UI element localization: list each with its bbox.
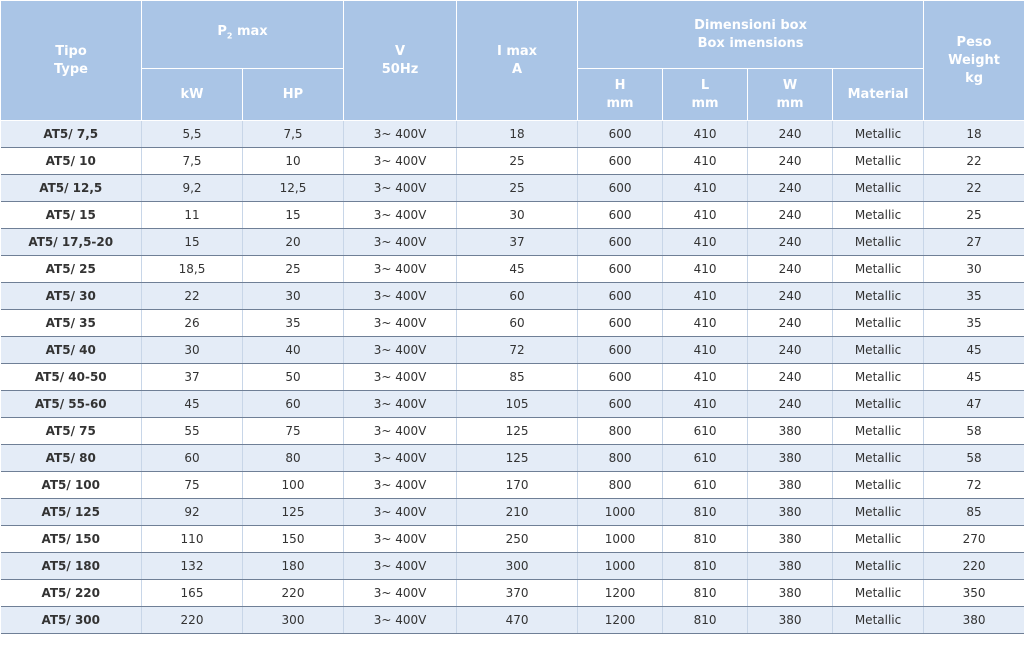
table-header	[1, 1, 1024, 121]
cell-l: 410	[663, 391, 748, 418]
cell-material: Metallic	[833, 445, 924, 472]
cell-voltage: 3~ 400V	[344, 229, 457, 256]
cell-w: 240	[748, 148, 833, 175]
cell-w: 240	[748, 121, 833, 148]
cell-type: AT5/ 30	[1, 283, 142, 310]
cell-w: 380	[748, 526, 833, 553]
cell-h: 600	[578, 364, 663, 391]
cell-imax: 300	[457, 553, 578, 580]
cell-kw: 132	[142, 553, 243, 580]
cell-weight: 270	[924, 526, 1024, 553]
table-row	[1, 310, 1024, 337]
cell-imax: 72	[457, 337, 578, 364]
cell-voltage: 3~ 400V	[344, 607, 457, 634]
cell-l: 810	[663, 580, 748, 607]
cell-voltage: 3~ 400V	[344, 202, 457, 229]
cell-hp: 220	[243, 580, 344, 607]
cell-material: Metallic	[833, 391, 924, 418]
cell-hp: 10	[243, 148, 344, 175]
cell-weight: 30	[924, 256, 1024, 283]
cell-material: Metallic	[833, 472, 924, 499]
cell-voltage: 3~ 400V	[344, 337, 457, 364]
cell-hp: 75	[243, 418, 344, 445]
cell-imax: 125	[457, 418, 578, 445]
header-material: Material	[833, 69, 924, 121]
cell-type: AT5/ 55-60	[1, 391, 142, 418]
cell-w: 240	[748, 364, 833, 391]
cell-kw: 7,5	[142, 148, 243, 175]
cell-weight: 85	[924, 499, 1024, 526]
table-row	[1, 472, 1024, 499]
cell-hp: 50	[243, 364, 344, 391]
cell-kw: 165	[142, 580, 243, 607]
cell-l: 810	[663, 553, 748, 580]
cell-type: AT5/ 300	[1, 607, 142, 634]
table-row	[1, 364, 1024, 391]
cell-material: Metallic	[833, 202, 924, 229]
cell-l: 410	[663, 202, 748, 229]
table-row	[1, 256, 1024, 283]
cell-material: Metallic	[833, 526, 924, 553]
cell-material: Metallic	[833, 553, 924, 580]
cell-imax: 250	[457, 526, 578, 553]
table-row	[1, 526, 1024, 553]
cell-kw: 5,5	[142, 121, 243, 148]
cell-voltage: 3~ 400V	[344, 499, 457, 526]
cell-hp: 150	[243, 526, 344, 553]
cell-l: 410	[663, 337, 748, 364]
cell-kw: 92	[142, 499, 243, 526]
cell-hp: 180	[243, 553, 344, 580]
cell-h: 1000	[578, 553, 663, 580]
cell-material: Metallic	[833, 175, 924, 202]
cell-voltage: 3~ 400V	[344, 364, 457, 391]
cell-h: 600	[578, 310, 663, 337]
cell-weight: 380	[924, 607, 1024, 634]
cell-l: 410	[663, 283, 748, 310]
header-imax: I max A	[457, 1, 578, 121]
cell-l: 610	[663, 418, 748, 445]
cell-w: 380	[748, 607, 833, 634]
cell-h: 800	[578, 445, 663, 472]
header-type: Tipo Type	[1, 1, 142, 121]
cell-imax: 470	[457, 607, 578, 634]
cell-material: Metallic	[833, 364, 924, 391]
header-p2max: $P_2$ max	[142, 1, 344, 69]
cell-weight: 58	[924, 445, 1024, 472]
cell-weight: 27	[924, 229, 1024, 256]
cell-type: AT5/ 75	[1, 418, 142, 445]
cell-weight: 18	[924, 121, 1024, 148]
cell-type: AT5/ 180	[1, 553, 142, 580]
cell-kw: 45	[142, 391, 243, 418]
cell-kw: 55	[142, 418, 243, 445]
cell-l: 410	[663, 229, 748, 256]
cell-imax: 25	[457, 175, 578, 202]
cell-weight: 220	[924, 553, 1024, 580]
cell-w: 240	[748, 310, 833, 337]
header-voltage: V 50Hz	[344, 1, 457, 121]
cell-voltage: 3~ 400V	[344, 526, 457, 553]
cell-imax: 105	[457, 391, 578, 418]
cell-voltage: 3~ 400V	[344, 283, 457, 310]
cell-l: 410	[663, 364, 748, 391]
cell-material: Metallic	[833, 256, 924, 283]
cell-type: AT5/ 125	[1, 499, 142, 526]
cell-imax: 45	[457, 256, 578, 283]
cell-weight: 58	[924, 418, 1024, 445]
cell-type: AT5/ 12,5	[1, 175, 142, 202]
cell-hp: 25	[243, 256, 344, 283]
header-box-dimensions: Dimensioni box Box imensions	[578, 1, 924, 69]
cell-w: 240	[748, 229, 833, 256]
cell-material: Metallic	[833, 607, 924, 634]
cell-imax: 18	[457, 121, 578, 148]
cell-h: 800	[578, 472, 663, 499]
cell-h: 600	[578, 148, 663, 175]
cell-type: AT5/ 15	[1, 202, 142, 229]
table-row	[1, 229, 1024, 256]
header-h: H mm	[578, 69, 663, 121]
cell-weight: 45	[924, 364, 1024, 391]
header-w: W mm	[748, 69, 833, 121]
cell-voltage: 3~ 400V	[344, 553, 457, 580]
cell-hp: 300	[243, 607, 344, 634]
table-row	[1, 283, 1024, 310]
cell-w: 240	[748, 337, 833, 364]
cell-imax: 25	[457, 148, 578, 175]
table-body	[1, 121, 1024, 634]
cell-hp: 125	[243, 499, 344, 526]
cell-hp: 100	[243, 472, 344, 499]
cell-voltage: 3~ 400V	[344, 391, 457, 418]
cell-type: AT5/ 7,5	[1, 121, 142, 148]
cell-w: 380	[748, 553, 833, 580]
cell-w: 380	[748, 418, 833, 445]
cell-type: AT5/ 40-50	[1, 364, 142, 391]
cell-imax: 85	[457, 364, 578, 391]
cell-w: 240	[748, 391, 833, 418]
table-row	[1, 580, 1024, 607]
cell-voltage: 3~ 400V	[344, 445, 457, 472]
cell-w: 380	[748, 445, 833, 472]
cell-weight: 25	[924, 202, 1024, 229]
cell-l: 410	[663, 256, 748, 283]
cell-kw: 9,2	[142, 175, 243, 202]
cell-h: 600	[578, 229, 663, 256]
header-weight: Peso Weight kg	[924, 1, 1024, 121]
cell-voltage: 3~ 400V	[344, 418, 457, 445]
cell-h: 600	[578, 256, 663, 283]
cell-voltage: 3~ 400V	[344, 310, 457, 337]
cell-w: 380	[748, 580, 833, 607]
cell-imax: 37	[457, 229, 578, 256]
table-row	[1, 607, 1024, 634]
cell-type: AT5/ 17,5-20	[1, 229, 142, 256]
table-row	[1, 418, 1024, 445]
cell-type: AT5/ 10	[1, 148, 142, 175]
table-row	[1, 553, 1024, 580]
cell-type: AT5/ 35	[1, 310, 142, 337]
cell-l: 610	[663, 445, 748, 472]
cell-kw: 22	[142, 283, 243, 310]
cell-kw: 15	[142, 229, 243, 256]
table-row	[1, 391, 1024, 418]
cell-weight: 47	[924, 391, 1024, 418]
cell-h: 800	[578, 418, 663, 445]
cell-h: 600	[578, 121, 663, 148]
table-row	[1, 337, 1024, 364]
cell-hp: 30	[243, 283, 344, 310]
cell-material: Metallic	[833, 148, 924, 175]
cell-kw: 18,5	[142, 256, 243, 283]
table-row	[1, 445, 1024, 472]
cell-imax: 30	[457, 202, 578, 229]
cell-hp: 12,5	[243, 175, 344, 202]
cell-weight: 72	[924, 472, 1024, 499]
cell-weight: 22	[924, 148, 1024, 175]
cell-w: 240	[748, 256, 833, 283]
cell-h: 1000	[578, 499, 663, 526]
cell-voltage: 3~ 400V	[344, 148, 457, 175]
cell-l: 410	[663, 175, 748, 202]
header-kw: kW	[142, 69, 243, 121]
cell-kw: 37	[142, 364, 243, 391]
cell-l: 410	[663, 121, 748, 148]
cell-kw: 60	[142, 445, 243, 472]
cell-imax: 210	[457, 499, 578, 526]
cell-hp: 15	[243, 202, 344, 229]
cell-type: AT5/ 100	[1, 472, 142, 499]
cell-hp: 80	[243, 445, 344, 472]
table-row	[1, 148, 1024, 175]
cell-hp: 35	[243, 310, 344, 337]
cell-imax: 370	[457, 580, 578, 607]
cell-material: Metallic	[833, 337, 924, 364]
cell-kw: 110	[142, 526, 243, 553]
cell-h: 600	[578, 337, 663, 364]
cell-hp: 40	[243, 337, 344, 364]
cell-h: 1200	[578, 607, 663, 634]
cell-w: 380	[748, 499, 833, 526]
table-row	[1, 175, 1024, 202]
cell-imax: 125	[457, 445, 578, 472]
cell-kw: 220	[142, 607, 243, 634]
cell-type: AT5/ 220	[1, 580, 142, 607]
cell-weight: 35	[924, 310, 1024, 337]
table-row	[1, 499, 1024, 526]
cell-weight: 350	[924, 580, 1024, 607]
cell-imax: 170	[457, 472, 578, 499]
cell-h: 600	[578, 202, 663, 229]
cell-weight: 22	[924, 175, 1024, 202]
cell-imax: 60	[457, 310, 578, 337]
cell-material: Metallic	[833, 121, 924, 148]
cell-l: 810	[663, 499, 748, 526]
cell-voltage: 3~ 400V	[344, 472, 457, 499]
header-l: L mm	[663, 69, 748, 121]
cell-l: 810	[663, 607, 748, 634]
cell-voltage: 3~ 400V	[344, 580, 457, 607]
cell-voltage: 3~ 400V	[344, 256, 457, 283]
cell-voltage: 3~ 400V	[344, 121, 457, 148]
cell-material: Metallic	[833, 310, 924, 337]
cell-w: 240	[748, 202, 833, 229]
cell-type: AT5/ 80	[1, 445, 142, 472]
cell-type: AT5/ 150	[1, 526, 142, 553]
cell-imax: 60	[457, 283, 578, 310]
cell-w: 240	[748, 283, 833, 310]
cell-l: 610	[663, 472, 748, 499]
cell-w: 240	[748, 175, 833, 202]
cell-h: 600	[578, 175, 663, 202]
cell-hp: 60	[243, 391, 344, 418]
cell-weight: 35	[924, 283, 1024, 310]
cell-kw: 11	[142, 202, 243, 229]
cell-kw: 30	[142, 337, 243, 364]
cell-type: AT5/ 25	[1, 256, 142, 283]
cell-l: 410	[663, 310, 748, 337]
cell-l: 810	[663, 526, 748, 553]
cell-kw: 26	[142, 310, 243, 337]
cell-material: Metallic	[833, 499, 924, 526]
cell-hp: 7,5	[243, 121, 344, 148]
cell-material: Metallic	[833, 580, 924, 607]
cell-material: Metallic	[833, 283, 924, 310]
cell-weight: 45	[924, 337, 1024, 364]
cell-kw: 75	[142, 472, 243, 499]
cell-h: 600	[578, 391, 663, 418]
table-row	[1, 202, 1024, 229]
header-hp: HP	[243, 69, 344, 121]
cell-material: Metallic	[833, 418, 924, 445]
cell-h: 1200	[578, 580, 663, 607]
cell-h: 1000	[578, 526, 663, 553]
cell-type: AT5/ 40	[1, 337, 142, 364]
cell-l: 410	[663, 148, 748, 175]
table-row	[1, 121, 1024, 148]
cell-hp: 20	[243, 229, 344, 256]
cell-material: Metallic	[833, 229, 924, 256]
cell-h: 600	[578, 283, 663, 310]
cell-w: 380	[748, 472, 833, 499]
cell-voltage: 3~ 400V	[344, 175, 457, 202]
